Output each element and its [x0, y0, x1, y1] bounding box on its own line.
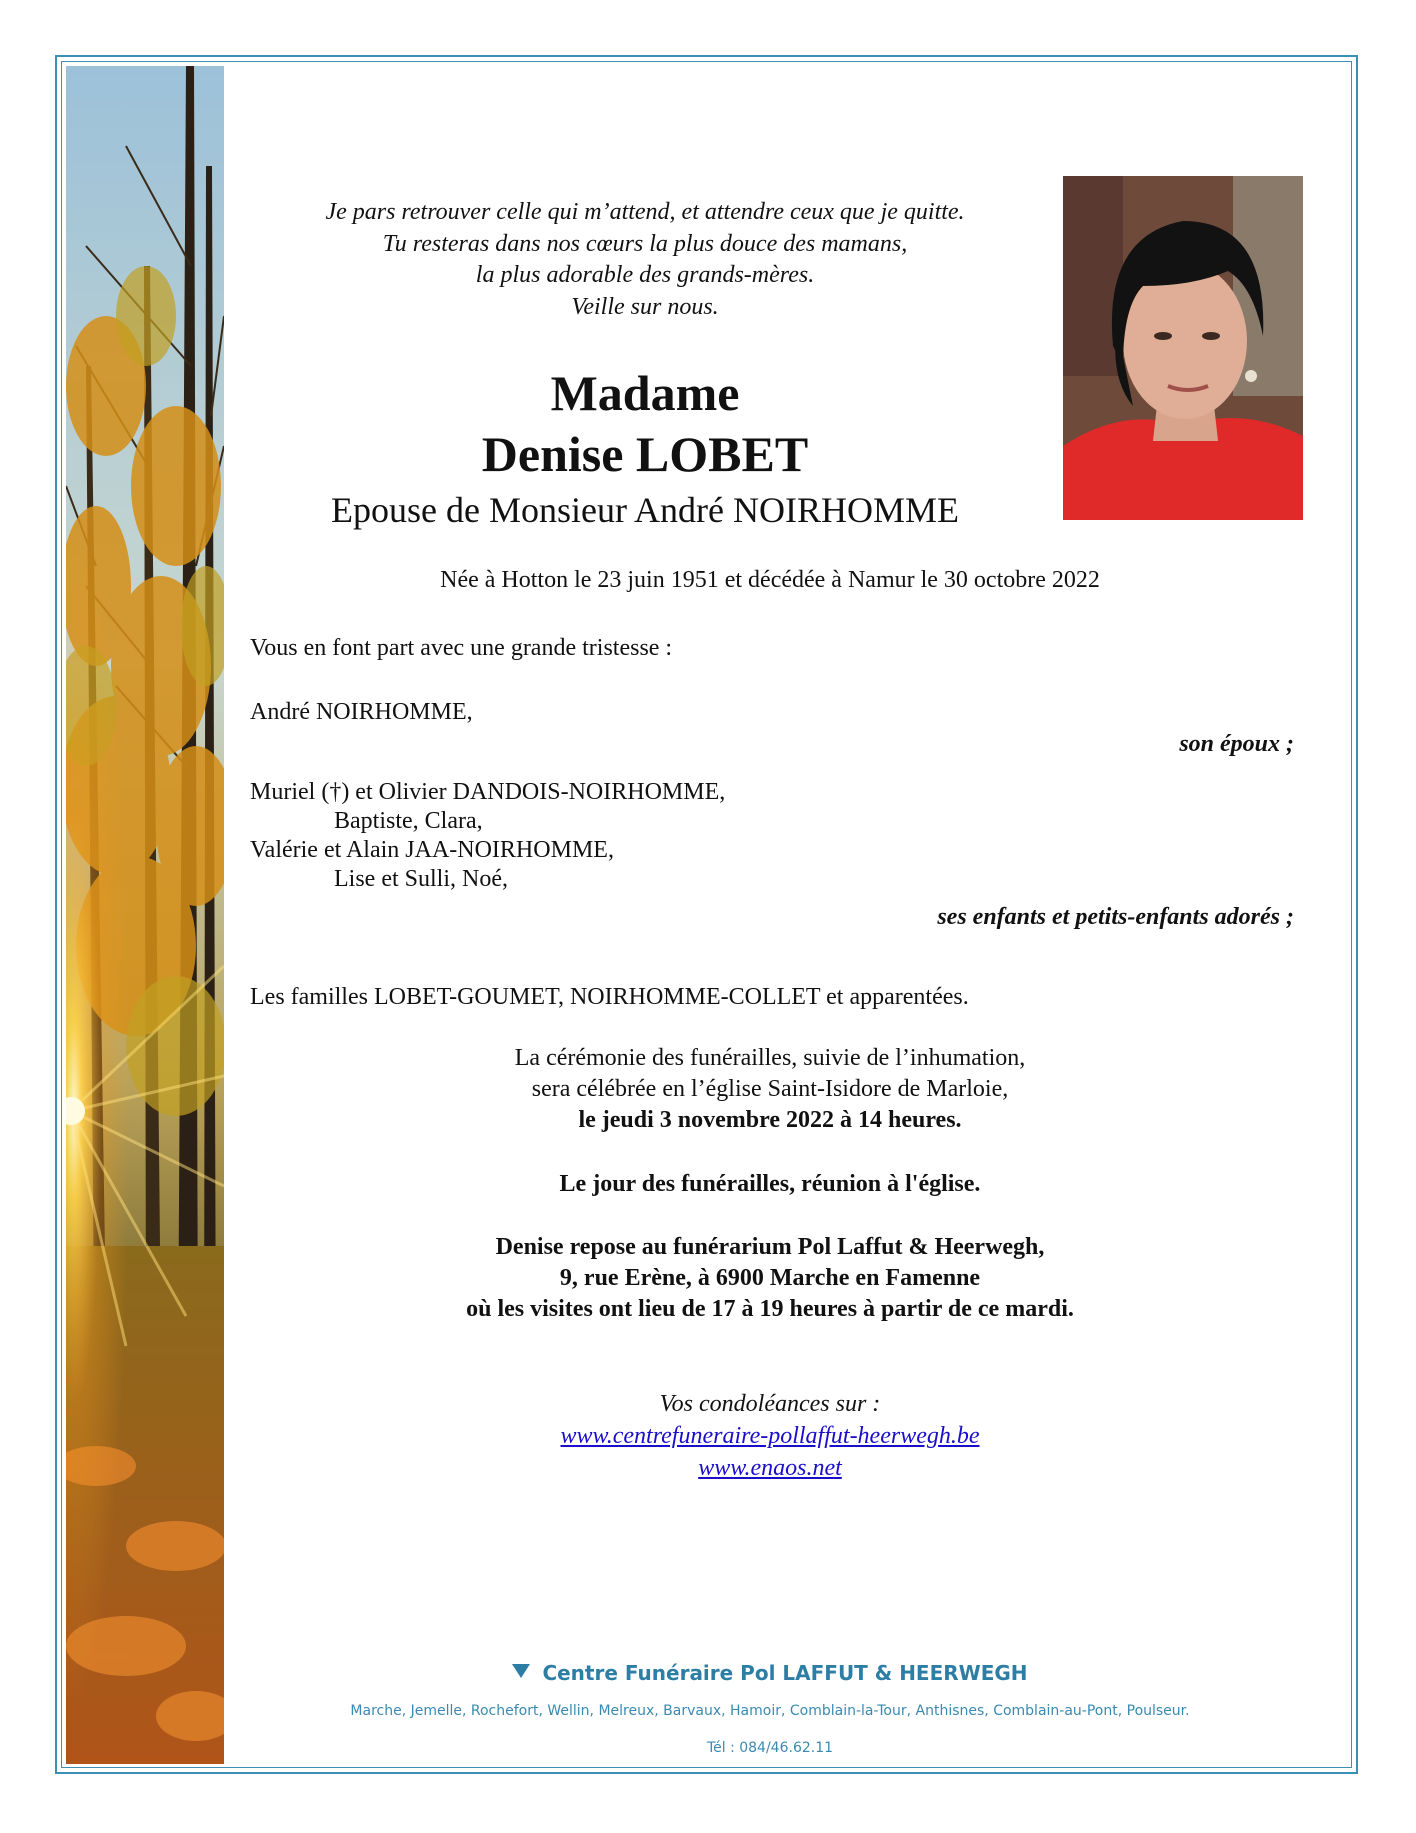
family-related: Les familles LOBET-GOUMET, NOIRHOMME-COLLET et apparentées.	[250, 984, 969, 1010]
ceremony-date: le jeudi 3 novembre 2022 à 14 heures.	[578, 1107, 962, 1133]
condolences-link-enaos[interactable]: www.enaos.net	[698, 1455, 842, 1481]
quote-line: Tu resteras dans nos cœurs la plus douce des mamans,	[382, 230, 908, 257]
condolences-link-funeral-home[interactable]: www.centrefuneraire-pollaffut-heerwegh.be	[560, 1423, 980, 1449]
triangle-down-icon	[512, 1664, 530, 1678]
honorific-title: Madame	[550, 365, 740, 421]
condolences-label: Vos condoléances sur :	[659, 1391, 881, 1417]
memorial-quote	[250, 197, 1040, 323]
birth-death-dates: Née à Hotton le 23 juin 1951 et décédée à Namur le 30 octobre 2022	[440, 567, 1100, 593]
family-child-2: Valérie et Alain JAA-NOIRHOMME,	[250, 837, 614, 863]
funerarium-address: 9, rue Erène, à 6900 Marche en Famenne	[559, 1265, 981, 1291]
family-husband: André NOIRHOMME,	[250, 699, 473, 725]
family-child-1: Muriel (†) et Olivier DANDOIS-NOIRHOMME,	[250, 779, 726, 805]
spouse-line: Epouse de Monsieur André NOIRHOMME	[331, 490, 959, 530]
funerarium-info	[250, 1232, 1290, 1325]
family-grandchildren-2: Lise et Sulli, Noé,	[334, 866, 508, 892]
ceremony-line: sera célébrée en l’église Saint-Isidore de Marloie,	[531, 1076, 1009, 1102]
footer-brand	[250, 1660, 1290, 1686]
family-grandchildren-1: Baptiste, Clara,	[334, 808, 483, 834]
condolences	[250, 1388, 1290, 1484]
quote-line: Je pars retrouver celle qui m’attend, et attendre ceux que je quitte.	[325, 199, 965, 225]
footer-locations: Marche, Jemelle, Rochefort, Wellin, Melreux, Barvaux, Hamoir, Comblain-la-Tour, Anthisnes, Comblain-au-Pont, Poulseur.	[350, 1703, 1190, 1719]
ceremony-line: La cérémonie des funérailles, suivie de l’inhumation,	[514, 1045, 1026, 1071]
family-husband-role: son époux ;	[1179, 731, 1294, 757]
quote-line: la plus adorable des grands-mères.	[475, 262, 815, 288]
ceremony-info	[250, 1043, 1290, 1136]
funerarium-visits: où les visites ont lieu de 17 à 19 heures à partir de ce mardi.	[466, 1296, 1074, 1322]
quote-line: Veille sur nous.	[571, 293, 719, 320]
deceased-portrait-photo	[1063, 176, 1303, 520]
autumn-forest-image	[66, 66, 224, 1764]
family-children-role: ses enfants et petits-enfants adorés ;	[937, 904, 1294, 930]
deceased-name: Denise LOBET	[481, 426, 809, 482]
announcement-intro: Vous en font part avec une grande tristesse :	[250, 635, 673, 661]
footer-brand-name: Centre Funéraire Pol LAFFUT & HEERWEGH	[542, 1661, 1028, 1685]
footer-phone: Tél : 084/46.62.11	[706, 1740, 834, 1756]
reunion-info: Le jour des funérailles, réunion à l'église.	[559, 1171, 981, 1197]
funerarium-line: Denise repose au funérarium Pol Laffut & Heerwegh,	[495, 1234, 1045, 1260]
